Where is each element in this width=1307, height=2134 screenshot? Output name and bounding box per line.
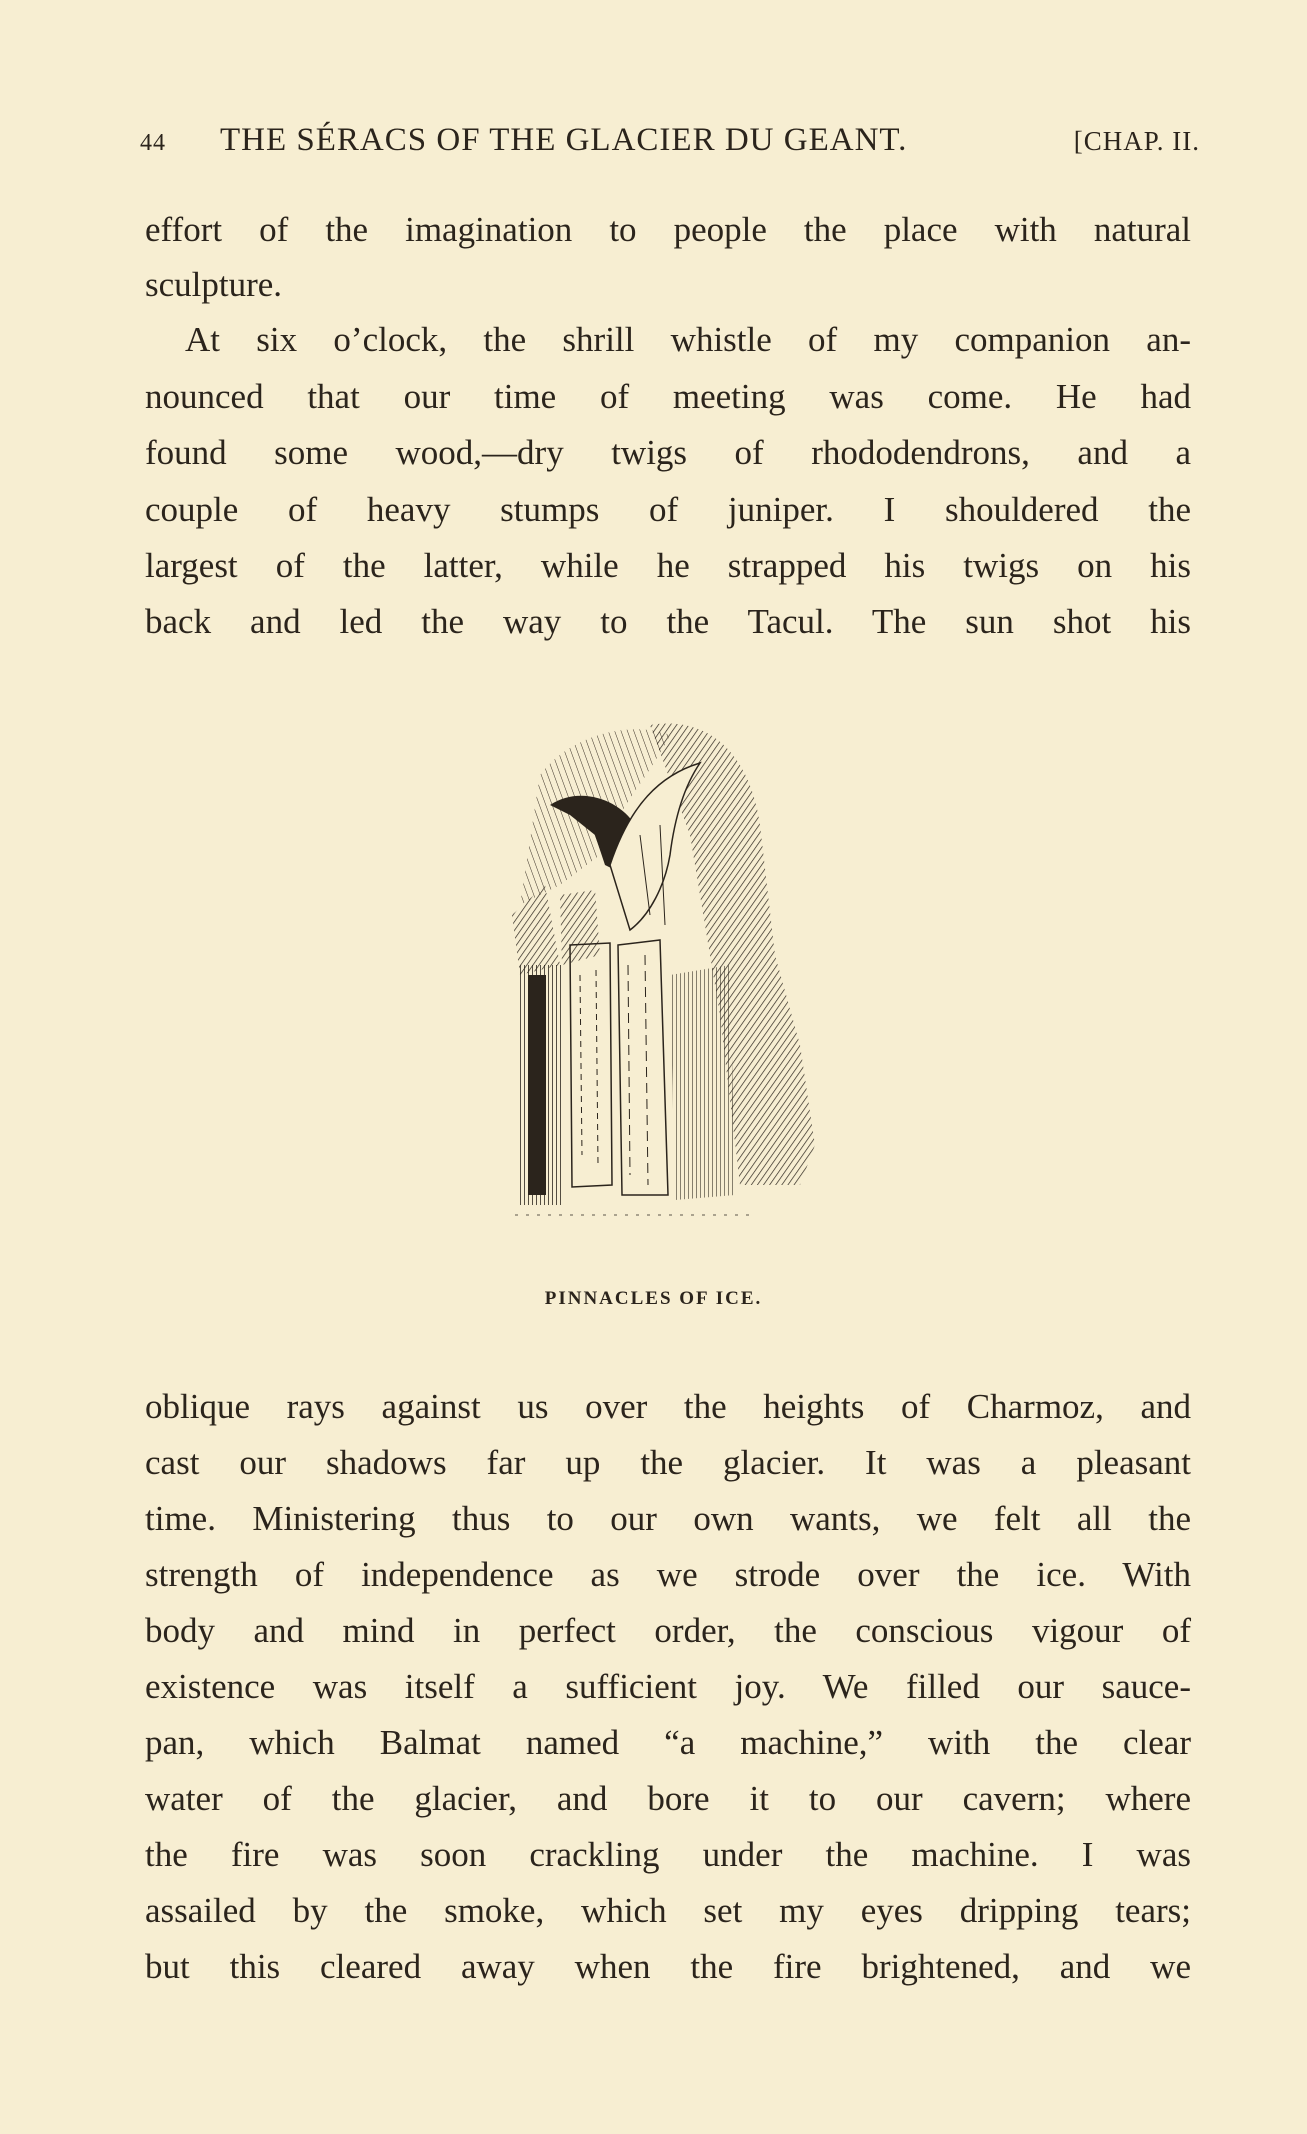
text-line: effort of the imagination to people the place with natural bbox=[145, 210, 1191, 249]
text-line: assailed by the smoke, which set my eyes dripping tears; bbox=[145, 1891, 1191, 1930]
text-line: water of the glacier, and bore it to our cavern; where bbox=[145, 1779, 1191, 1818]
page-number: 44 bbox=[140, 130, 166, 156]
text-line: body and mind in perfect order, the conscious vigour of bbox=[145, 1611, 1191, 1650]
text-line: couple of heavy stumps of juniper. I shouldered the bbox=[145, 490, 1191, 529]
text-line: back and led the way to the Tacul. The sun shot his bbox=[145, 602, 1191, 641]
text-line: nounced that our time of meeting was come. He had bbox=[145, 377, 1191, 416]
illustration-pinnacles-of-ice bbox=[500, 715, 830, 1240]
text-line: largest of the latter, while he strapped his twigs on his bbox=[145, 546, 1191, 585]
text-line: cast our shadows far up the glacier. It was a pleasant bbox=[145, 1443, 1191, 1482]
text-line: sculpture. bbox=[145, 265, 283, 304]
running-header bbox=[140, 122, 1200, 159]
text-line: found some wood,—dry twigs of rhododendrons, and a bbox=[145, 433, 1191, 472]
text-line: pan, which Balmat named “a machine,” with the clear bbox=[145, 1723, 1191, 1762]
text-line: At six o’clock, the shrill whistle of my companion an- bbox=[185, 320, 1191, 359]
text-line: oblique rays against us over the heights of Charmoz, and bbox=[145, 1387, 1191, 1426]
text-line: strength of independence as we strode over the ice. With bbox=[145, 1555, 1191, 1594]
text-line: existence was itself a sufficient joy. We filled our sauce- bbox=[145, 1667, 1191, 1706]
ice-pinnacles-engraving bbox=[500, 715, 830, 1240]
figure-caption: PINNACLES OF ICE. bbox=[544, 1288, 763, 1309]
chapter-label: [CHAP. II. bbox=[1073, 126, 1200, 156]
text-line: time. Ministering thus to our own wants, we felt all the bbox=[145, 1499, 1191, 1538]
text-line: but this cleared away when the fire brightened, and we bbox=[145, 1947, 1191, 1986]
text-line: the fire was soon crackling under the machine. I was bbox=[145, 1835, 1191, 1874]
running-title: THE SÉRACS OF THE GLACIER DU GEANT. bbox=[220, 122, 908, 158]
